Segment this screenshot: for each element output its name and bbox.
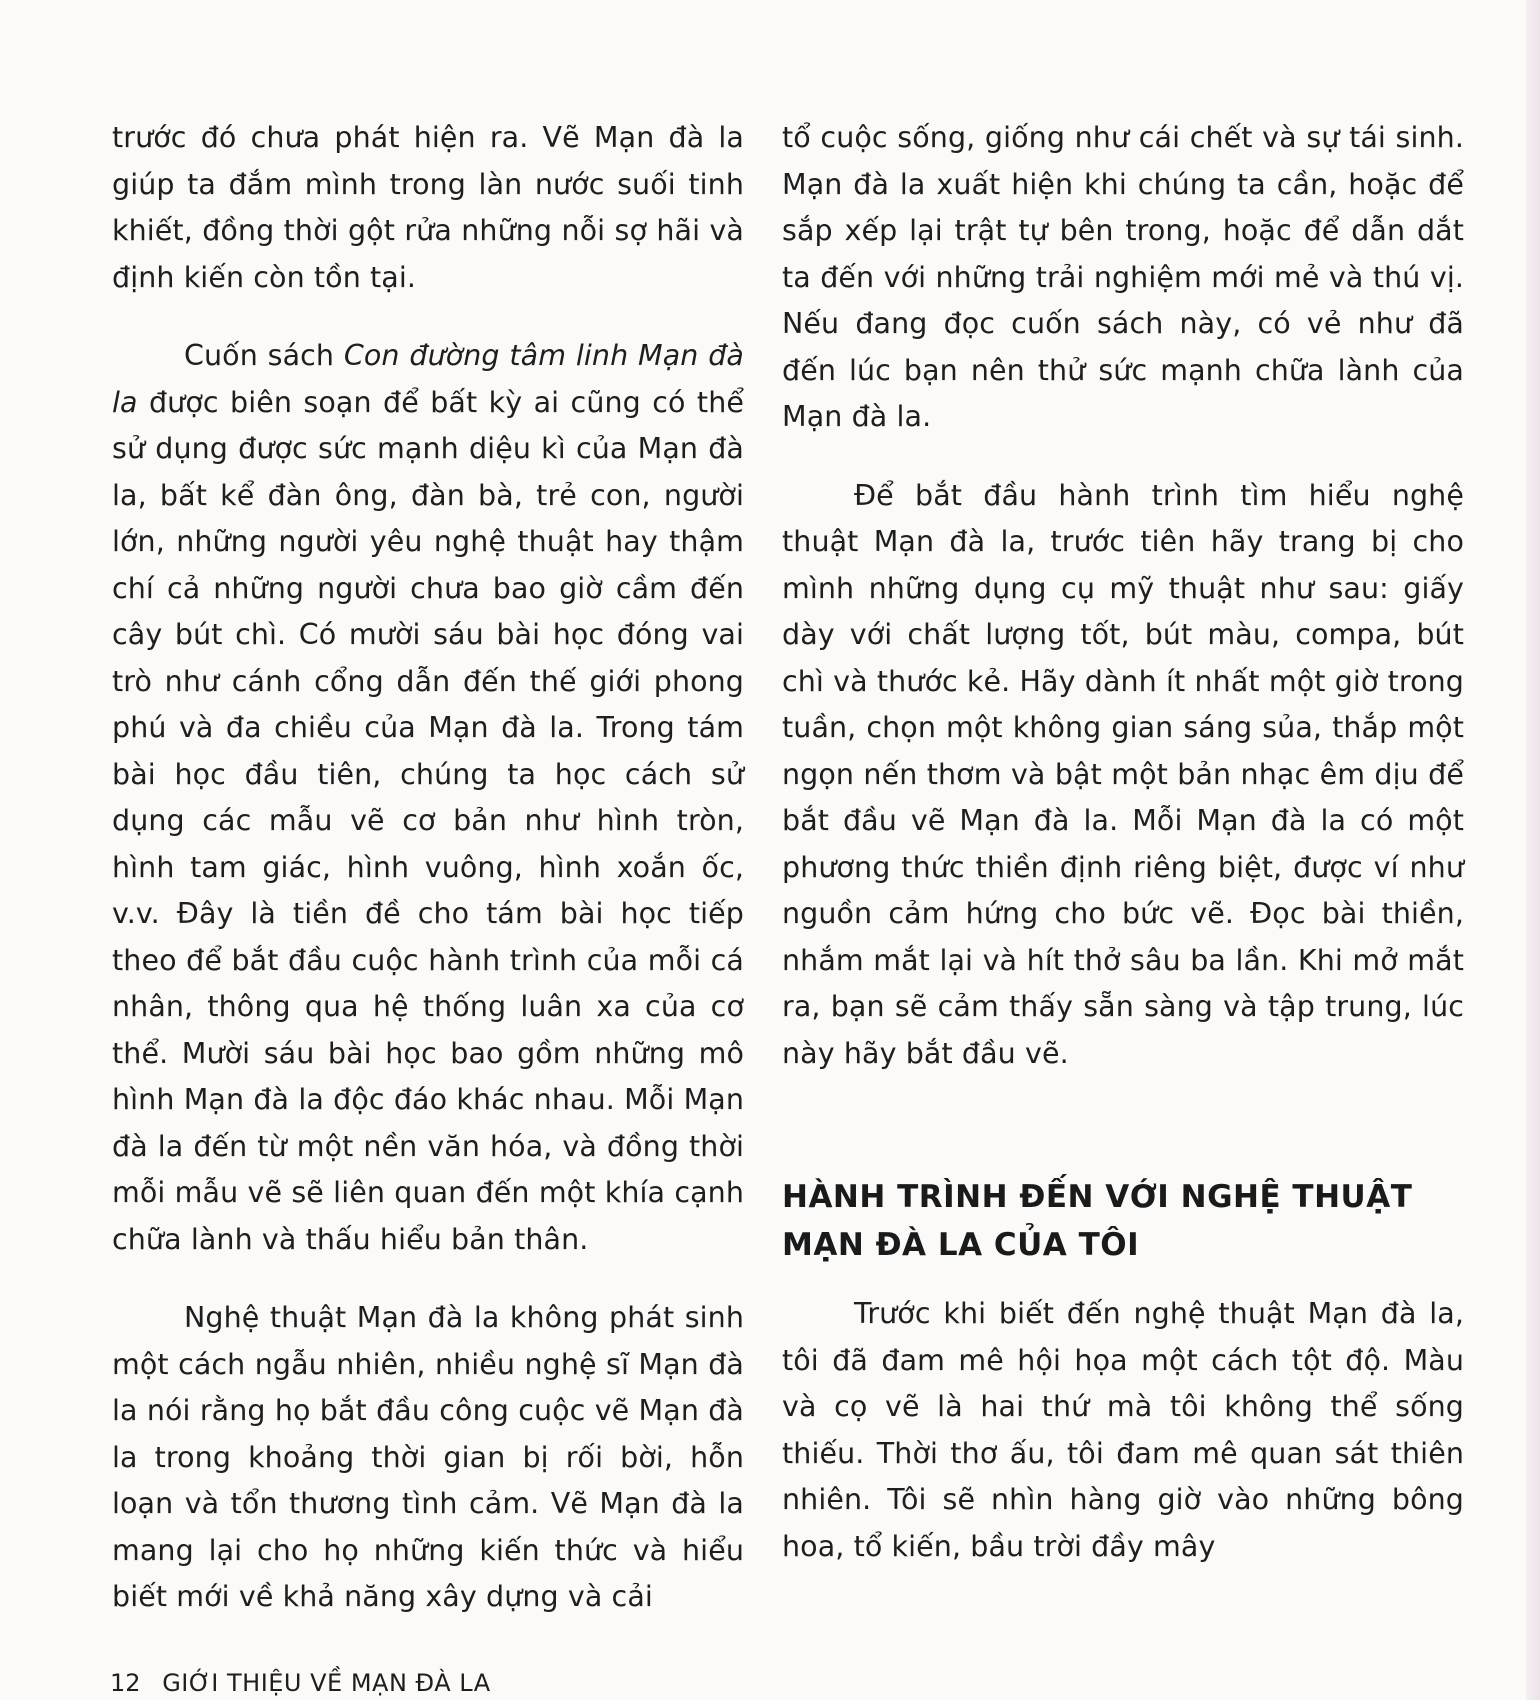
section-heading: HÀNH TRÌNH ĐẾN VỚI NGHỆ THUẬT MẠN ĐÀ LA CỦA TÔI	[782, 1179, 1413, 1263]
right-column	[782, 115, 1464, 1602]
page-footer	[110, 1668, 491, 1698]
left-column	[112, 115, 744, 1653]
paragraph-left-2-start: Cuốn sách	[184, 339, 344, 372]
paragraph-left-1: trước đó chưa phát hiện ra. Vẽ Mạn đà la giúp ta đắm mình trong làn nước suối tinh khiết, đồng thời gột rửa những nỗi sợ hãi và định kiến còn tồn tại.	[112, 121, 744, 294]
paragraph-right-3: Trước khi biết đến nghệ thuật Mạn đà la, tôi đã đam mê hội họa một cách tột độ. Màu và cọ vẽ là hai thứ mà tôi không thể sống thiếu. Thời thơ ấu, tôi đam mê quan sát thiên nhiên. Tôi sẽ nhìn hàng giờ vào những bông hoa, tổ kiến, bầu trời đầy mây	[782, 1297, 1464, 1563]
paragraph-left-3: Nghệ thuật Mạn đà la không phát sinh một cách ngẫu nhiên, nhiều nghệ sĩ Mạn đà la nói rằng họ bắt đầu công cuộc vẽ Mạn đà la trong khoảng thời gian bị rối bời, hỗn loạn và tổn thương tình cảm. Vẽ Mạn đà la mang lại cho họ những kiến thức và hiểu biết mới về khả năng xây dựng và cải	[112, 1301, 744, 1613]
running-title: GIỚI THIỆU VỀ MẠN ĐÀ LA	[162, 1669, 491, 1697]
page-number: 12	[110, 1669, 141, 1697]
paragraph-left-2	[112, 333, 744, 1263]
paragraph-right-1: tổ cuộc sống, giống như cái chết và sự tái sinh. Mạn đà la xuất hiện khi chúng ta cần, hoặc để sắp xếp lại trật tự bên trong, hoặc để dẫn dắt ta đến với những trải nghiệm mới mẻ và thú vị. Nếu đang đọc cuốn sách này, có vẻ như đã đến lúc bạn nên thử sức mạnh chữa lành của Mạn đà la.	[782, 121, 1464, 433]
paragraph-right-2: Để bắt đầu hành trình tìm hiểu nghệ thuật Mạn đà la, trước tiên hãy trang bị cho mình những dụng cụ mỹ thuật như sau: giấy dày với chất lượng tốt, bút màu, compa, bút chì và thước kẻ. Hãy dành ít nhất một giờ trong tuần, chọn một không gian sáng sủa, thắp một ngọn nến thơm và bật một bản nhạc êm dịu để bắt đầu vẽ Mạn đà la. Mỗi Mạn đà la có một phương thức thiền định riêng biệt, được ví như nguồn cảm hứng cho bức vẽ. Đọc bài thiền, nhắm mắt lại và hít thở sâu ba lần. Khi mở mắt ra, bạn sẽ cảm thấy sẵn sàng và tập trung, lúc này hãy bắt đầu vẽ.	[782, 478, 1464, 1070]
page-edge	[1526, 0, 1540, 1700]
paragraph-left-2-rest: được biên soạn để bất kỳ ai cũng có thể sử dụng được sức mạnh diệu kì của Mạn đà la, bất kể đàn ông, đàn bà, trẻ con, người lớn, những người yêu nghệ thuật hay thậm chí cả những người chưa bao giờ cầm đến cây bút chì. Có mười sáu bài học đóng vai trò như cánh cổng dẫn đến thế giới phong phú và đa chiều của Mạn đà la. Trong tám bài học đầu tiên, chúng ta học cách sử dụng các mẫu vẽ cơ bản như hình tròn, hình tam giác, hình vuông, hình xoắn ốc, v.v. Đây là tiền đề cho tám bài học tiếp theo để bắt đầu cuộc hành trình của mỗi cá nhân, thông qua hệ thống luân xa của cơ thể. Mười sáu bài học bao gồm những mô hình Mạn đà la độc đáo khác nhau. Mỗi Mạn đà la đến từ một nền văn hóa, và đồng thời mỗi mẫu vẽ sẽ liên quan đến một khía cạnh chữa lành và thấu hiểu bản thân.	[112, 385, 744, 1256]
book-title: Con đường tâm linh Mạn đà la	[112, 339, 744, 419]
